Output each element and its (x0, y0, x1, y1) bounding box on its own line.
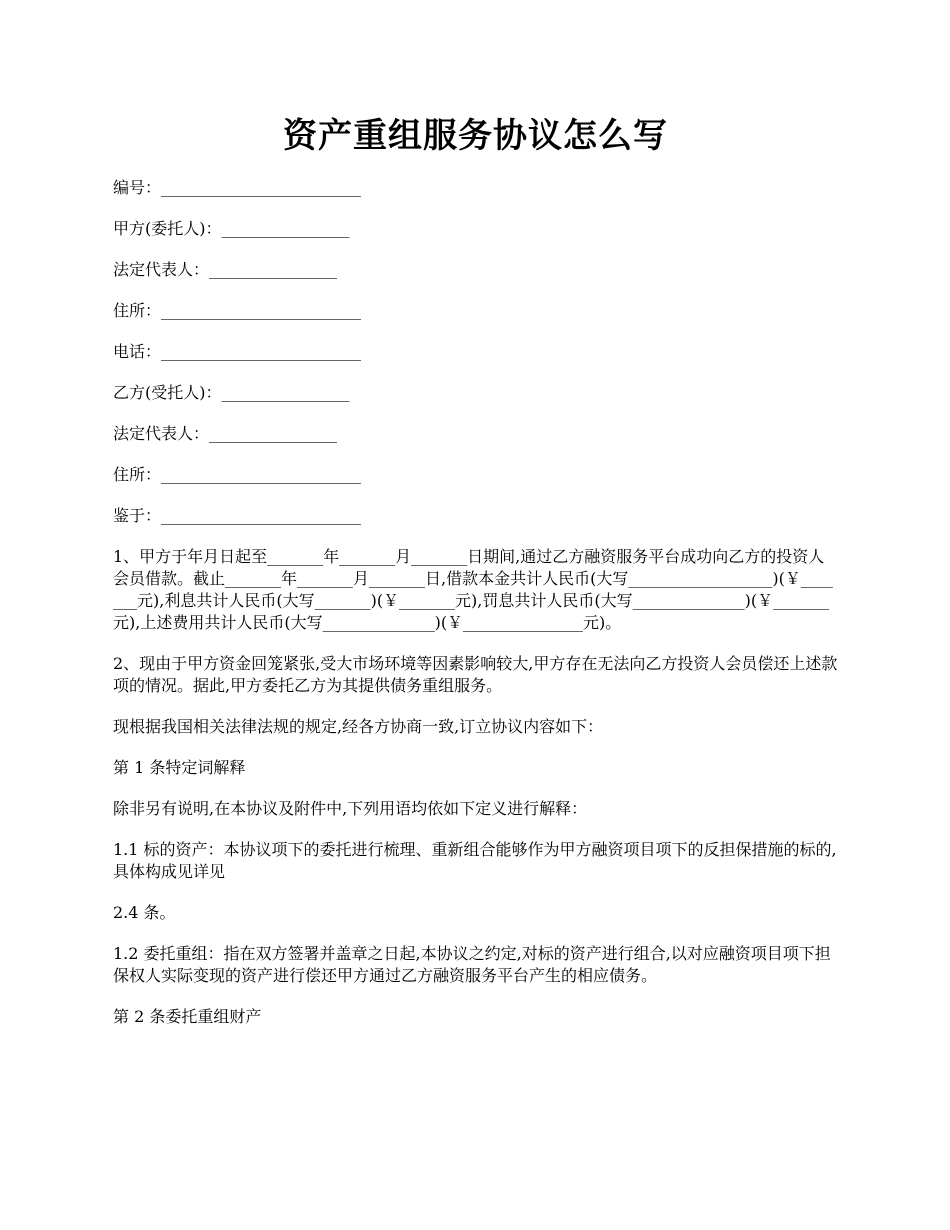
paragraph-definitions-intro: 除非另有说明,在本协议及附件中,下列用语均依如下定义进行解释： (113, 799, 588, 818)
field-party-a-legal-rep: 法定代表人：________________ (113, 260, 338, 279)
field-party-a-address: 住所：_________________________ (113, 301, 362, 320)
field-party-b-address: 住所：_________________________ (113, 465, 362, 484)
field-party-b-legal-rep: 法定代表人：________________ (113, 424, 338, 443)
paragraph-restructure-reason: 2、现由于甲方资金回笼紧张,受大市场环境等因素影响较大,甲方存在无法向乙方投资人会员偿还上述款项的情况。据此,甲方委托乙方为其提供债务重组服务。 (113, 654, 838, 695)
definition-1-1: 1.1 标的资产：本协议项下的委托进行梳理、重新组合能够作为甲方融资项目项下的反担保措施的标的,具体构成见详见 (113, 840, 837, 881)
field-serial-number: 编号：_________________________ (113, 178, 362, 197)
paragraph-loan-background: 1、甲方于年月日起至_______年_______月_______日期间,通过乙方融资服务平台成功向乙方的投资人会员借款。截止_______年_______月_______日,借款本金共计人民币(大写__________________)(￥_______元),利息共计人民币(大写_______)(￥_______元),罚息共计人民币(大写______________)(￥_______元),上述费用共计人民币(大写______________)(￥_______________元)。 (113, 547, 833, 632)
field-whereas: 鉴于：_________________________ (113, 506, 362, 525)
article-2-heading: 第 2 条委托重组财产 (113, 1007, 262, 1026)
definition-1-2: 1.2 委托重组：指在双方签署并盖章之日起,本协议之约定,对标的资产进行组合,以对应融资项目项下担保权人实际变现的资产进行偿还甲方通过乙方融资服务平台产生的相应债务。 (113, 944, 831, 985)
party-info-fields (113, 177, 838, 527)
field-party-a: 甲方(委托人)：________________ (113, 219, 350, 238)
document-body (113, 546, 838, 1028)
article-1-heading: 第 1 条特定词解释 (113, 758, 246, 777)
field-party-b: 乙方(受托人)：________________ (113, 383, 350, 402)
document-title: 资产重组服务协议怎么写 (283, 116, 668, 156)
field-party-a-phone: 电话：_________________________ (113, 342, 362, 361)
paragraph-agreement-intro: 现根据我国相关法律法规的规定,经各方协商一致,订立协议内容如下： (113, 717, 604, 736)
definition-1-1-reference: 2.4 条。 (113, 903, 176, 922)
